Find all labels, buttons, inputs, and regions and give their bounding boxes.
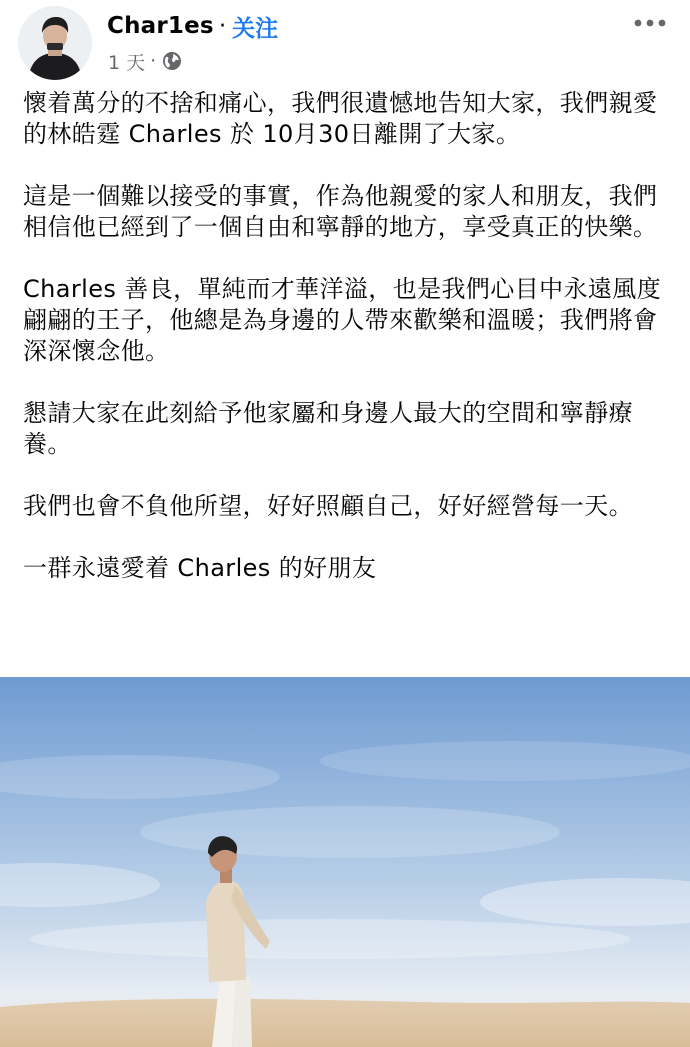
globe-icon (161, 50, 183, 72)
post-text (23, 88, 671, 584)
post-paragraph: 懷着萬分的不捨和痛心，我們很遺憾地告知大家，我們親愛的林皓霆 Charles 於 10月30日離開了大家。 (23, 89, 658, 148)
author-line (107, 10, 278, 42)
post-photo[interactable] (0, 677, 690, 1047)
post-paragraph: 我們也會不負他所望，好好照顧自己，好好經營每一天。 (23, 492, 633, 520)
post-paragraph: Charles 善良，單純而才華洋溢，也是我們心目中永遠風度翩翩的王子，他總是為身邊的人帶來歡樂和溫暖；我們將會深深懷念他。 (23, 275, 662, 365)
meta-separator: · (150, 50, 157, 72)
post-paragraph: 懇請大家在此刻給予他家屬和身邊人最大的空間和寧靜療養。 (23, 399, 633, 458)
post-signature: 一群永遠愛着 Charles 的好朋友 (23, 554, 377, 582)
name-separator: · (218, 13, 227, 39)
follow-button[interactable]: 关注 (232, 15, 279, 42)
post-paragraph: 這是一個難以接受的事實，作為他親愛的家人和朋友，我們相信他已經到了一個自由和寧靜的地方，享受真正的快樂。 (23, 182, 658, 241)
author-name[interactable]: Char1es (107, 13, 214, 39)
post-time[interactable]: 1 天 (108, 51, 146, 74)
more-horizontal-icon[interactable] (627, 8, 673, 38)
post-meta (108, 46, 183, 76)
avatar[interactable] (18, 6, 92, 80)
post-header (0, 0, 690, 86)
